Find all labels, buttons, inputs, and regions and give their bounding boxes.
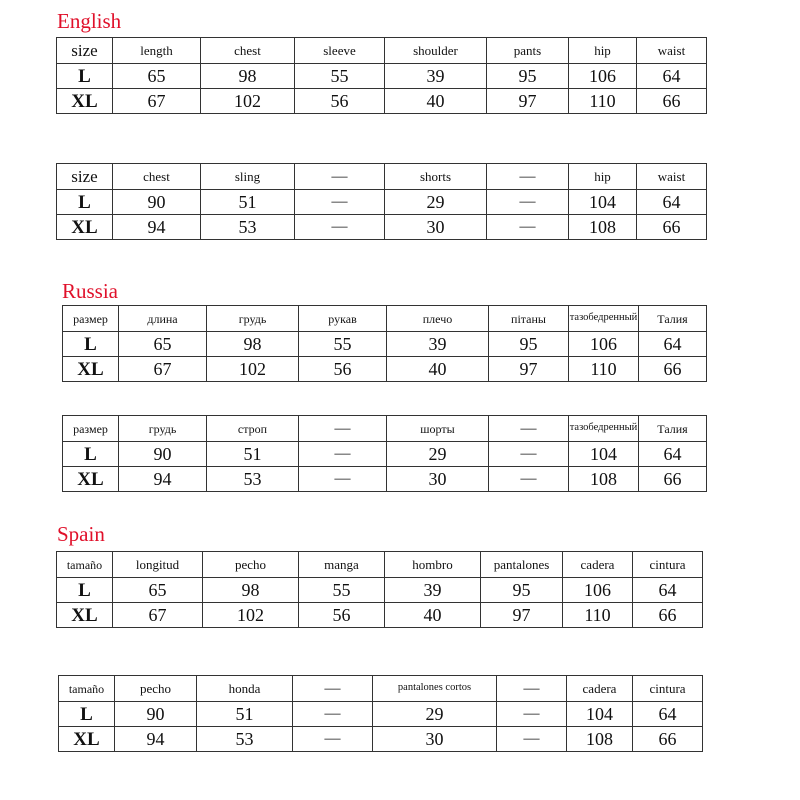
table-cell: 110	[569, 89, 637, 114]
table-cell: 110	[569, 357, 639, 382]
header-cell: hip	[569, 38, 637, 64]
size-table-russia-bottom	[62, 415, 707, 492]
table-row	[63, 357, 707, 382]
table-cell: 56	[299, 357, 387, 382]
size-table-spain-bottom	[58, 675, 703, 752]
table-header-row	[63, 416, 707, 442]
table-cell: XL	[59, 727, 115, 752]
table-cell: 51	[201, 190, 295, 215]
table-cell: XL	[57, 89, 113, 114]
header-cell: pantalones	[481, 552, 563, 578]
header-cell: hip	[569, 164, 637, 190]
header-cell: manga	[299, 552, 385, 578]
table-cell: 90	[115, 702, 197, 727]
header-cell: размер	[63, 416, 119, 442]
table-cell: XL	[63, 357, 119, 382]
table-cell: 66	[633, 727, 703, 752]
table-cell: 40	[385, 603, 481, 628]
table-cell: 104	[569, 190, 637, 215]
header-cell: pants	[487, 38, 569, 64]
table-cell: 51	[207, 442, 299, 467]
table-cell: 67	[113, 89, 201, 114]
header-cell: pecho	[115, 676, 197, 702]
table-cell: —	[295, 190, 385, 215]
header-cell: hombro	[385, 552, 481, 578]
table-cell: 29	[387, 442, 489, 467]
table-cell: 56	[299, 603, 385, 628]
table-cell: 40	[387, 357, 489, 382]
header-cell: тазобедренный	[569, 306, 639, 332]
table-cell: XL	[57, 603, 113, 628]
table-cell: 29	[373, 702, 497, 727]
header-cell: Талия	[639, 416, 707, 442]
table-cell: 66	[637, 89, 707, 114]
header-cell: size	[57, 38, 113, 64]
header-cell: cadera	[567, 676, 633, 702]
table-cell: L	[57, 190, 113, 215]
table-cell: 67	[119, 357, 207, 382]
size-table-english-bottom	[56, 163, 707, 240]
header-cell: tamaño	[59, 676, 115, 702]
size-table-russia-top	[62, 305, 707, 382]
table-cell: —	[295, 215, 385, 240]
header-cell: shorts	[385, 164, 487, 190]
header-cell: грудь	[207, 306, 299, 332]
header-cell: шорты	[387, 416, 489, 442]
table-row	[57, 64, 707, 89]
header-cell: pantalones cortos	[373, 676, 497, 702]
table-cell: 97	[481, 603, 563, 628]
table-cell: 108	[567, 727, 633, 752]
table-cell: 104	[567, 702, 633, 727]
table-row	[57, 215, 707, 240]
table-cell: —	[299, 442, 387, 467]
table-cell: 64	[633, 578, 703, 603]
header-cell: —	[293, 676, 373, 702]
table-cell: L	[57, 64, 113, 89]
table-cell: 67	[113, 603, 203, 628]
table-cell: 95	[481, 578, 563, 603]
table-cell: 64	[637, 190, 707, 215]
table-cell: 106	[569, 332, 639, 357]
table-cell: —	[293, 702, 373, 727]
table-cell: 39	[385, 64, 487, 89]
table-cell: 90	[119, 442, 207, 467]
table-cell: 53	[207, 467, 299, 492]
header-cell: chest	[201, 38, 295, 64]
table-cell: 64	[637, 64, 707, 89]
table-row	[63, 467, 707, 492]
header-cell: sling	[201, 164, 295, 190]
table-cell: 55	[299, 578, 385, 603]
table-row	[57, 190, 707, 215]
header-cell: cadera	[563, 552, 633, 578]
table-cell: 102	[207, 357, 299, 382]
table-cell: L	[59, 702, 115, 727]
table-cell: 65	[119, 332, 207, 357]
header-cell: грудь	[119, 416, 207, 442]
header-cell: cintura	[633, 676, 703, 702]
size-table-english-top	[56, 37, 707, 114]
table-cell: 110	[563, 603, 633, 628]
table-row	[63, 332, 707, 357]
table-cell: 106	[569, 64, 637, 89]
table-cell: 39	[387, 332, 489, 357]
table-cell: 108	[569, 467, 639, 492]
table-cell: 106	[563, 578, 633, 603]
table-cell: 29	[385, 190, 487, 215]
header-cell: —	[295, 164, 385, 190]
table-cell: 65	[113, 64, 201, 89]
table-cell: 55	[295, 64, 385, 89]
table-cell: L	[63, 332, 119, 357]
header-cell: pecho	[203, 552, 299, 578]
table-cell: 97	[487, 89, 569, 114]
section-heading-english: English	[57, 9, 122, 33]
table-cell: 104	[569, 442, 639, 467]
table-cell: 65	[113, 578, 203, 603]
table-row	[63, 442, 707, 467]
table-cell: 30	[385, 215, 487, 240]
table-header-row	[57, 164, 707, 190]
table-cell: —	[489, 442, 569, 467]
table-cell: 64	[633, 702, 703, 727]
table-cell: 64	[639, 332, 707, 357]
table-cell: —	[487, 215, 569, 240]
table-row	[57, 603, 703, 628]
table-cell: 56	[295, 89, 385, 114]
header-cell: —	[299, 416, 387, 442]
header-cell: —	[489, 416, 569, 442]
header-cell: строп	[207, 416, 299, 442]
header-cell: плечо	[387, 306, 489, 332]
table-cell: 53	[197, 727, 293, 752]
table-cell: 66	[637, 215, 707, 240]
table-cell: 39	[385, 578, 481, 603]
table-row	[57, 578, 703, 603]
table-cell: 98	[207, 332, 299, 357]
header-cell: Талия	[639, 306, 707, 332]
table-cell: L	[57, 578, 113, 603]
table-header-row	[59, 676, 703, 702]
table-cell: 98	[203, 578, 299, 603]
table-cell: 94	[115, 727, 197, 752]
table-cell: 102	[201, 89, 295, 114]
table-cell: 90	[113, 190, 201, 215]
table-header-row	[57, 552, 703, 578]
table-cell: 66	[639, 467, 707, 492]
header-cell: рукав	[299, 306, 387, 332]
table-cell: —	[299, 467, 387, 492]
table-cell: 95	[487, 64, 569, 89]
table-cell: —	[497, 727, 567, 752]
table-cell: L	[63, 442, 119, 467]
table-cell: —	[497, 702, 567, 727]
table-row	[59, 727, 703, 752]
table-cell: 66	[633, 603, 703, 628]
table-cell: 30	[373, 727, 497, 752]
table-cell: 108	[569, 215, 637, 240]
header-cell: —	[487, 164, 569, 190]
table-cell: 40	[385, 89, 487, 114]
header-cell: длина	[119, 306, 207, 332]
header-cell: shoulder	[385, 38, 487, 64]
table-cell: 94	[113, 215, 201, 240]
table-cell: 55	[299, 332, 387, 357]
table-cell: —	[487, 190, 569, 215]
section-heading-spain: Spain	[57, 522, 105, 546]
header-cell: cintura	[633, 552, 703, 578]
table-cell: 30	[387, 467, 489, 492]
table-cell: 64	[639, 442, 707, 467]
header-cell: length	[113, 38, 201, 64]
header-cell: honda	[197, 676, 293, 702]
header-cell: sleeve	[295, 38, 385, 64]
table-cell: 53	[201, 215, 295, 240]
header-cell: longitud	[113, 552, 203, 578]
table-cell: 97	[489, 357, 569, 382]
header-cell: waist	[637, 38, 707, 64]
header-cell: size	[57, 164, 113, 190]
size-table-spain-top	[56, 551, 703, 628]
table-row	[57, 89, 707, 114]
table-row	[59, 702, 703, 727]
header-cell: размер	[63, 306, 119, 332]
header-cell: waist	[637, 164, 707, 190]
table-header-row	[57, 38, 707, 64]
header-cell: —	[497, 676, 567, 702]
table-cell: 102	[203, 603, 299, 628]
table-header-row	[63, 306, 707, 332]
header-cell: tamaño	[57, 552, 113, 578]
table-cell: 94	[119, 467, 207, 492]
table-cell: XL	[57, 215, 113, 240]
section-heading-russia: Russia	[62, 279, 119, 303]
table-cell: XL	[63, 467, 119, 492]
table-cell: 66	[639, 357, 707, 382]
table-cell: —	[489, 467, 569, 492]
header-cell: chest	[113, 164, 201, 190]
table-cell: 51	[197, 702, 293, 727]
table-cell: 98	[201, 64, 295, 89]
header-cell: тазобедренный	[569, 416, 639, 442]
table-cell: 95	[489, 332, 569, 357]
header-cell: пітаны	[489, 306, 569, 332]
table-cell: —	[293, 727, 373, 752]
